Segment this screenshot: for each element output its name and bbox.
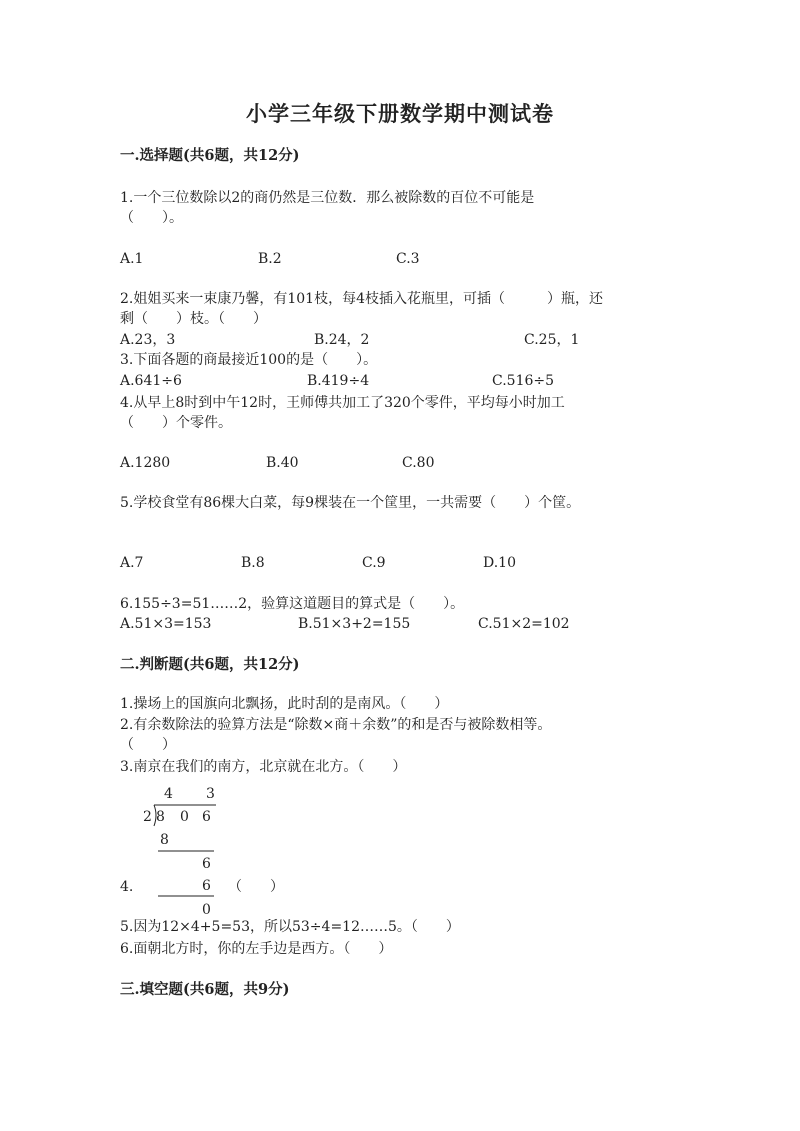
q6-option-c: C.51×2=102 [478, 616, 570, 632]
q5-option-a: A.7 [120, 555, 144, 571]
section-heading-fill-blank: 三.填空题(共6题，共9分) [120, 981, 290, 998]
step-digit: 6 [202, 856, 211, 872]
j1-text: 1.操场上的国旗向北飘扬，此时刮的是南风。（ ） [120, 696, 449, 712]
step-digit: 8 [160, 832, 169, 848]
dividend-digit: 6 [202, 809, 211, 825]
j5-text: 5.因为12×4+5=53，所以53÷4=12……5。（ ） [120, 919, 460, 935]
dividend-digit: 8 [156, 809, 165, 825]
page-title: 小学三年级下册数学期中测试卷 [246, 101, 554, 126]
q1-option-c: C.3 [396, 251, 420, 267]
q2-option-c: C.25，1 [524, 332, 580, 348]
j6-text: 6.面朝北方时，你的左手边是西方。（ ） [120, 941, 393, 957]
q1-option-b: B.2 [258, 251, 282, 267]
long-division-figure [136, 780, 236, 920]
q3-text: 3.下面各题的商最接近100的是（ ）。 [120, 352, 378, 368]
j4-answer-blank: （ ） [228, 879, 284, 895]
quotient-digit: 3 [206, 786, 215, 802]
section-heading-choice: 一.选择题(共6题，共12分) [120, 147, 300, 164]
q6-option-a: A.51×3=153 [120, 616, 212, 632]
q1-text-cont: （ ）。 [120, 210, 183, 226]
step-digit: 6 [202, 878, 211, 894]
q5-option-c: C.9 [362, 555, 386, 571]
quotient-digit: 4 [164, 786, 173, 802]
section-heading-judgement: 二.判断题(共6题，共12分) [120, 656, 300, 673]
q6-option-b: B.51×3+2=155 [298, 616, 411, 632]
j4-number: 4. [120, 879, 134, 895]
j2-text: 2.有余数除法的验算方法是“除数×商＋余数”的和是否与被除数相等。 [120, 717, 552, 733]
q2-text-cont: 剩（ ）枝。（ ） [120, 311, 267, 327]
q1-text: 1.一个三位数除以2的商仍然是三位数．那么被除数的百位不可能是 [120, 190, 535, 206]
dividend-digit: 0 [180, 809, 189, 825]
remainder-digit: 0 [202, 902, 211, 918]
q2-option-a: A.23，3 [120, 332, 176, 348]
q5-text: 5.学校食堂有86棵大白菜，每9棵装在一个筐里，一共需要（ ）个筐。 [120, 495, 581, 511]
divisor: 2 [143, 809, 152, 825]
q3-option-a: A.641÷6 [120, 373, 182, 389]
q4-option-b: B.40 [266, 455, 299, 471]
q1-option-a: A.1 [120, 251, 144, 267]
q4-text-cont: （ ）个零件。 [120, 415, 232, 431]
q6-text: 6.155÷3=51……2，验算这道题目的算式是（ ）。 [120, 596, 465, 612]
q3-option-b: B.419÷4 [307, 373, 370, 389]
q5-option-b: B.8 [241, 555, 265, 571]
j2-text-cont: （ ） [120, 737, 176, 753]
q3-option-c: C.516÷5 [492, 373, 555, 389]
q2-text: 2.姐姐买来一束康乃馨，有101枝，每4枝插入花瓶里，可插（ ）瓶，还 [120, 291, 603, 307]
q4-option-a: A.1280 [120, 455, 171, 471]
q5-option-d: D.10 [483, 555, 516, 571]
q4-option-c: C.80 [402, 455, 435, 471]
q2-option-b: B.24，2 [314, 332, 370, 348]
q4-text: 4.从早上8时到中午12时，王师傅共加工了320个零件，平均每小时加工 [120, 395, 565, 411]
j3-text: 3.南京在我们的南方，北京就在北方。（ ） [120, 759, 407, 775]
